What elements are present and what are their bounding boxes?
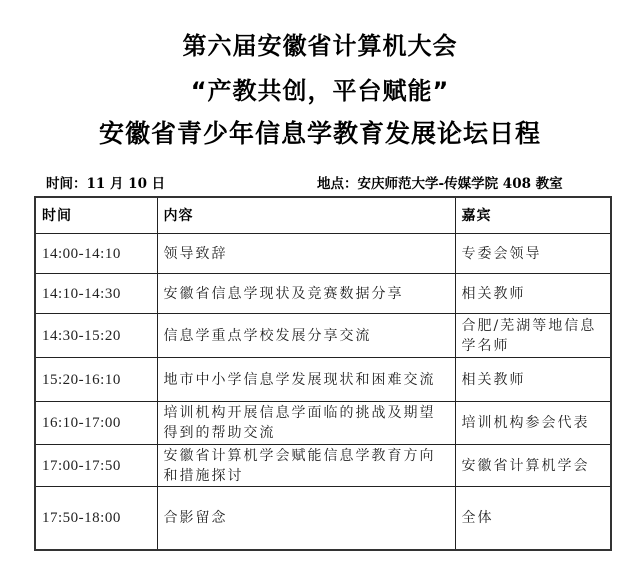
- table-row: [35, 314, 611, 358]
- table-row: [35, 445, 611, 487]
- event-location: 地点：安庆师范大学-传媒学院 408 教室: [317, 176, 563, 192]
- conference-title: 第六届安徽省计算机大会: [182, 32, 458, 60]
- time-cell: 14:30-15:20: [35, 314, 157, 358]
- time-cell: 16:10-17:00: [35, 402, 157, 445]
- schedule-table: [34, 196, 612, 551]
- content-cell: 安徽省计算机学会赋能信息学教育方向和措施探讨: [157, 445, 455, 487]
- column-header-content: 内容: [157, 197, 455, 234]
- content-cell: 信息学重点学校发展分享交流: [157, 314, 455, 358]
- table-header-row: [35, 197, 611, 234]
- guest-cell: 安徽省计算机学会: [455, 445, 611, 487]
- guest-cell: 培训机构参会代表: [455, 402, 611, 445]
- guest-cell: 合肥/芜湖等地信息学名师: [455, 314, 611, 358]
- content-cell: 培训机构开展信息学面临的挑战及期望得到的帮助交流: [157, 402, 455, 445]
- table-row: [35, 358, 611, 402]
- guest-cell: 相关教师: [455, 274, 611, 314]
- column-header-time: 时间: [35, 197, 157, 234]
- table-row: [35, 274, 611, 314]
- content-cell: 地市中小学信息学发展现状和困难交流: [157, 358, 455, 402]
- time-cell: 17:50-18:00: [35, 487, 157, 551]
- time-cell: 15:20-16:10: [35, 358, 157, 402]
- table-row: [35, 234, 611, 274]
- table-row: [35, 487, 611, 551]
- conference-slogan: “产教共创，平台赋能”: [190, 77, 450, 105]
- time-cell: 17:00-17:50: [35, 445, 157, 487]
- content-cell: 合影留念: [157, 487, 455, 551]
- guest-cell: 相关教师: [455, 358, 611, 402]
- column-header-guest: 嘉宾: [455, 197, 611, 234]
- forum-schedule-title: 安徽省青少年信息学教育发展论坛日程: [98, 119, 541, 148]
- content-cell: 安徽省信息学现状及竞赛数据分享: [157, 274, 455, 314]
- time-cell: 14:00-14:10: [35, 234, 157, 274]
- table-row: [35, 402, 611, 445]
- guest-cell: 全体: [455, 487, 611, 551]
- content-cell: 领导致辞: [157, 234, 455, 274]
- time-cell: 14:10-14:30: [35, 274, 157, 314]
- event-date: 时间：11 月 10 日: [46, 176, 166, 192]
- guest-cell: 专委会领导: [455, 234, 611, 274]
